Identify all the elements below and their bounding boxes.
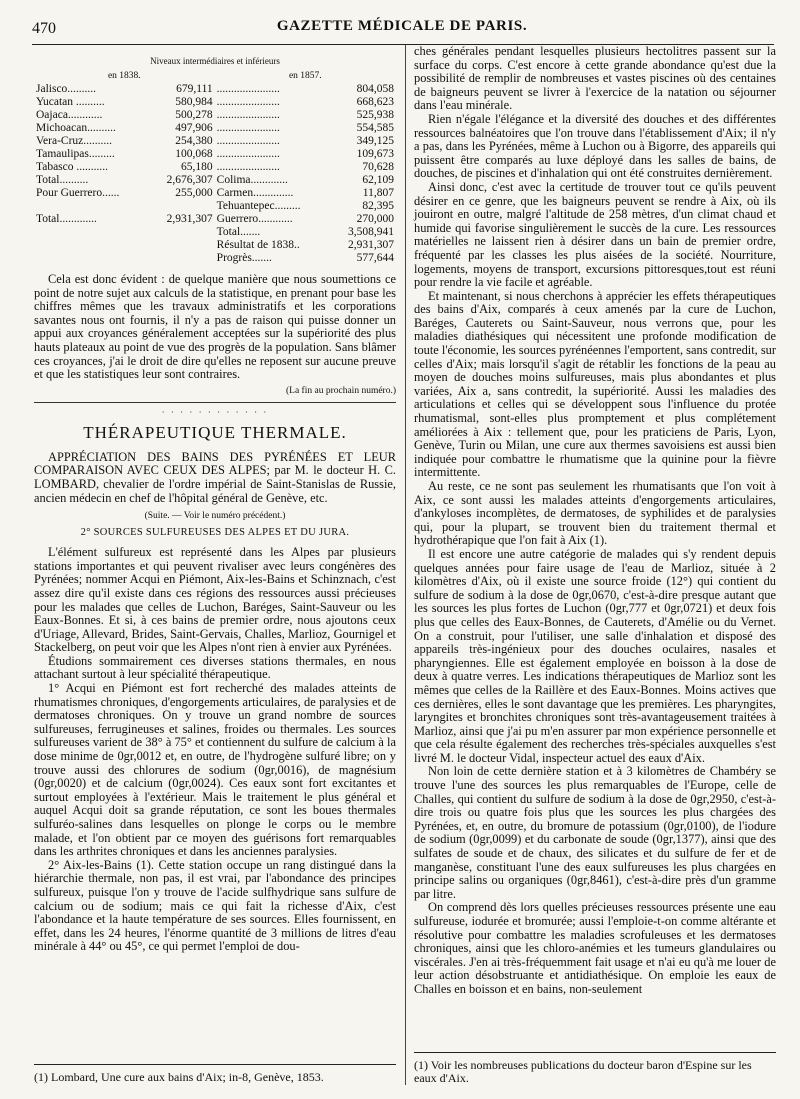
table-cell-label: Résultat de 1838..	[216, 239, 300, 251]
table-cell-label: Carmen..............	[216, 187, 294, 199]
table-row	[34, 200, 396, 213]
table-cell-value: 349,125	[356, 135, 394, 147]
col-head-1857: en 1857.	[288, 71, 322, 81]
table-cell-label: ......................	[216, 83, 280, 95]
table-cell-value: 65,180	[181, 161, 213, 173]
table-row	[34, 213, 396, 226]
section-rule	[34, 402, 396, 403]
right-column	[414, 45, 776, 997]
table-cell-value: 577,644	[356, 252, 394, 264]
table-cell-label: Jalisco..........	[36, 83, 97, 95]
table-cell-label: Tabasco ...........	[36, 161, 109, 173]
table-cell-value: 100,068	[175, 148, 213, 160]
table-cell-value: 270,000	[356, 213, 394, 225]
table-caption: Niveaux intermédiaires et inférieurs	[150, 56, 280, 66]
table-cell-label: Pour Guerrero......	[36, 187, 120, 199]
table-cell-label: Progrès.......	[216, 252, 272, 264]
table-cell-label: Total.......	[216, 226, 261, 238]
table-row	[34, 122, 396, 135]
table-row	[34, 109, 396, 122]
table-cell-label: ......................	[216, 109, 280, 121]
table-cell-label: Tehuantepec.........	[216, 200, 301, 212]
table-cell-value: 500,278	[175, 109, 213, 121]
table-row	[34, 239, 396, 252]
footnote-rule	[34, 1064, 396, 1065]
table-body	[34, 83, 396, 265]
ornament-divider: · · · · · · · · · · · ·	[161, 406, 269, 417]
paragraph-resources: On comprend dès lors quelles précieuses ressources présente une eau sulfureuse, iodurée et bromurée; aussi l'emploie-t-on comme altérante et résolutive pour combattre les maladies scrofuleuses et les dermatoses chroniques, ainsi que les chloro-anémies et les tumeurs glandulaires ou viscérales. J'en ai très-fréquemment fait usage et n'ai eu qu'à me louer de leur action désobstruante et antidiathésique. On emploie les eaux de Challes en boisson et en bains, non-seulement	[414, 900, 776, 996]
table-cell-value: 679,111	[176, 83, 213, 95]
table-cell-label: ......................	[216, 148, 280, 160]
section-title: THÉRAPEUTIQUE THERMALE.	[83, 422, 347, 442]
table-cell-label: Yucatan ..........	[36, 96, 105, 108]
table-cell-value: 11,807	[362, 187, 394, 199]
paragraph-certitude: Ainsi donc, c'est avec la certitude de trouver tout ce qu'ils peuvent désirer en ce genre, que les baigneurs peuvent se rendre à Aix, où ils jouiront en outre, malgré l'altitude de 258 mètres, d'un climat chaud et humide qui favorise singulièrement le succès de la cure. Les ressources matérielles ne laissent rien à désirer dans un bain de premier ordre, fréquenté par les classes les plus aisées de la société. Nourriture, logements, moyens de transport, excursions pittoresques,tout est réuni pour rendre la vie facile et agréable.	[414, 179, 776, 290]
col-head-1838: en 1838.	[107, 71, 141, 81]
running-title: GAZETTE MÉDICALE DE PARIS.	[276, 18, 528, 34]
table-row	[34, 252, 396, 265]
paragraph-rheumatics: Au reste, ce ne sont pas seulement les rhumatisants que l'on voit à Aix, ce sont aussi les malades atteints d'engorgements articulaires, d'ankyloses incomplètes, de dermatoses, de syphilides et de paralysies qui, pour la plupart, se trouvent bien du traitement thermal et hydrothérapique que l'on fait à Aix (1).	[414, 479, 776, 548]
left-column	[34, 56, 396, 954]
table-cell-value: 525,938	[356, 109, 394, 121]
table-cell-value: 70,628	[362, 161, 394, 173]
table-cell-value: 254,380	[175, 135, 213, 147]
paragraph-sulfur-alps: L'élément sulfureux est représenté dans les Alpes par plusieurs stations importantes et qui peuvent rivaliser avec leurs congénères des Pyrénées; nommer Acqui en Piémont, Aix-les-Bains et Schinznach, c'est assez dire qu'il existe dans ces régions des ressources aussi précieuses pour les malades que celles de Luchon, Baréges, Saint-Sauveur ou les Eaux-Bonnes. Et si, à ces bains de premier ordre, nous ajoutons ceux d'Uriage, Allevard, Brides, Saint-Gervais, Challes, Marlioz, Gournigel et Stackelberg, on peut voir que les Alpes n'ont rien à envier aux Pyrénées.	[34, 545, 396, 655]
table-cell-label: ......................	[216, 96, 280, 108]
table-cell-label: ......................	[216, 135, 280, 147]
table-cell-value: 109,673	[356, 148, 394, 160]
table-cell-value: 554,585	[356, 122, 394, 134]
paragraph-challes: Non loin de cette dernière station et à 3 kilomètres de Chambéry se trouve l'une des sources les plus remarquables de l'Europe, celle de Challes, qui contient du sulfure de sodium à la dose de 0gr,2950, c'est-à-dire trois ou quatre fois plus que les sources les plus chargées des Pyrénées, et, en outre, du bromure de potassium (0gr,0100), de l'iodure de sodium (0gr,0099) et du carbonate de soude (0gr,1377), ainsi que des sulfates de soude et de chaux, des silicates et du sulfure de fer et de manganèse, constituant l'une des eaux sulfureuses les plus chargées en principe salins ou organiques (0gr,8461), c'est-à-dire près d'un gramme par litre.	[414, 764, 776, 901]
left-footnote: (1) Lombard, Une cure aux bains d'Aix; in-8, Genève, 1853.	[34, 1070, 324, 1084]
table-cell-value: 497,906	[175, 122, 213, 134]
table-cell-label: Colima.............	[216, 174, 288, 186]
table-cell-label: Michoacan..........	[36, 122, 116, 134]
paragraph-stations: Étudions sommairement ces diverses stations thermales, en nous attachant surtout à leur spécialité thérapeutique.	[34, 653, 396, 682]
right-footnote-block	[414, 1044, 776, 1086]
table-cell-value	[149, 226, 215, 239]
table-cell-label: ......................	[216, 161, 280, 173]
table-cell-value	[149, 200, 215, 213]
table-cell-label: Vera-Cruz..........	[36, 135, 113, 147]
table-cell-label: Total.............	[36, 213, 97, 225]
population-table	[34, 70, 396, 265]
table-row	[34, 135, 396, 148]
suite-note: (Suite. — Voir le numéro précédent.)	[144, 511, 286, 522]
table-cell-value: 668,623	[356, 96, 394, 108]
table-cell-label: Oajaca............	[36, 109, 103, 121]
table-row	[34, 148, 396, 161]
paragraph-elegance: Rien n'égale l'élégance et la diversité des douches et des différentes ressources balnéatoires que l'on trouve dans l'établissement d'Aix; il n'y a pas, dans les Pyrénées, même à Luchon ou à Bigorre, des appareils qui puissent être comparés au luxe déployé dans les salles de bains, de douches, de piscines et d'inhalation qui ont été construites dernièrement.	[414, 111, 776, 181]
table-cell-value: 804,058	[356, 83, 394, 95]
continued-note: (La fin au prochain numéro.)	[286, 385, 396, 396]
table-row	[34, 161, 396, 174]
paragraph-conclusion: Cela est donc évident : de quelque manière que nous soumettions ce point de notre sujet aux calculs de la statistique, en prenant pour base les chiffres mêmes que les travaux administratifs et les corporations savantes nous ont fournis, il n'y a pas de raison qui puisse donner un appui aux croyances généralement acceptées sur la supériorité des plus hauts plateaux au point de vue des progrès de la population. Sans blâmer ces croyances, j'ai le droit de dire qu'elles ne reposent sur aucune preuve et que les statistiques leur sont contraires.	[34, 272, 396, 382]
table-cell-label: Guerrero............	[216, 213, 293, 225]
table-cell-value: 255,000	[175, 187, 213, 199]
table-cell-label	[34, 200, 149, 213]
table-cell-value: 3,508,941	[348, 226, 394, 238]
table-cell-label: Tamaulipas.........	[36, 148, 115, 160]
table-row	[34, 96, 396, 109]
table-row	[34, 226, 396, 239]
page-number: 470	[32, 20, 56, 37]
table-cell-value: 580,984	[175, 96, 213, 108]
table-cell-label: ......................	[216, 122, 280, 134]
column-separator	[405, 45, 406, 1085]
paragraph-aix: 2° Aix-les-Bains (1). Cette station occupe un rang distingué dans la hiérarchie thermale, non pas, il est vrai, par l'abondance des principes sulfureux, puisque l'on y trouve de l'acide sulfhydrique sans sulfure de calcium ou de sodium; mais ce qui fait la richesse d'Aix, c'est l'abondance et la haute température de ses sources. Elles fournissent, en effet, dans les 24 heures, l'énorme quantité de 3 millions de litres d'eau minérale à 44° ou 45°, ce qui permet l'emploi de dou-	[34, 857, 396, 954]
paragraph-marlioz: Il est encore une autre catégorie de malades qui s'y rendent depuis quelques années pour faire usage de l'eau de Marlioz, située à 2 kilomètres d'Aix, où il existe une source froide (12°) qui contient du sulfure de sodium à la dose de 0gr,0670, c'est-à-dire presque autant que les sources les plus fortes de Luchon (0gr,777 et 0gr,0721) et deux fois plus que celles des Eaux-Bonnes, de Cauterets, d'Amélie ou du Vernet. On a construit, pour l'utiliser, une salle d'inhalation et disposé des appareils très-ingénieux pour des douches oculaires, nasales et pharyngiennes. Elle est également employée en boisson à la dose de deux à quatre verres. Les indications thérapeutiques de Marlioz sont les mêmes que celles de la Raillère et des Eaux-Bonnes. Moins actives que ces dernières, elles le sont davantage que les premières. Les pharyngites, laryngites et bronchites chroniques sont très-avantageusement traitées à Marlioz, ainsi que j'ai pu m'en assurer par mon expérience personnelle et que cela résulte également des recherches très-spéciales auxquelles s'est livré M. le docteur Vidal, inspecteur actuel des eaux d'Aix.	[414, 546, 776, 765]
table-cell-label: Total..........	[36, 174, 89, 186]
table-cell-value	[149, 239, 215, 252]
table-cell-value: 2,931,307	[348, 239, 394, 251]
subsection-heading: 2° SOURCES SULFUREUSES DES ALPES ET DU JURA.	[80, 527, 350, 539]
table-cell-value: 62,109	[362, 174, 394, 186]
table-cell-value: 82,395	[362, 200, 394, 212]
table-cell-value	[149, 252, 215, 265]
table-cell-label	[34, 239, 149, 252]
table-row	[34, 174, 396, 187]
left-footnote-block	[34, 1056, 396, 1084]
table-row	[34, 83, 396, 96]
page-header	[32, 18, 772, 44]
paragraph-effects: Et maintenant, si nous cherchons à apprécier les effets thérapeutiques des bains d'Aix, comparés à ceux amenés par la cure de Luchon, Baréges, Cauterets ou Saint-Sauveur, nous verrons que, pour les maladies diathésiques qui nécessitent une profonde modification de toute l'économie, les sources pyrénéennes l'emportent, sans contredit, sur celles d'Aix; mais lorsqu'il s'agit de rétablir les fonctions de la peau au moyen de douches moins sulfureuses, mais plus abondantes et plus variées, Aix a, sans contredit, la supériorité. Aussi les maladies des articulations et celles qui se développent sous l'influence du protée rhumatismal, sont-elles plus promptement et plus complétement améliorées à Aix : tellement que, pour les praticiens de Paris, Lyon, Genève, Turin ou Milan, une cure aux thermes savoisiens est aussi bien indiquée pour combattre le rhumatisme que la quinine pour la fièvre intermittente.	[414, 288, 776, 480]
paragraph-acqui: 1° Acqui en Piémont est fort recherché des malades atteints de rhumatismes chroniques, d'engorgements articulaires, de paralysies et de dermatoses chroniques. On y trouve un grand nombre de sources sulfureuses, ferrugineuses et salines, froides ou thermales. Les sources sulfureuses varient de 38° à 75° et contiennent du sulfure de calcium à la dose minime de 0gr,0012 et, en outre, de l'hydrogène sulfuré libre; on y trouve aussi des chlorures de sodium (0gr,0016), de magnésium (0gr,0020) et de calcium (0gr,0024). Ces eaux sont fort excitantes et surtout employées à l'extérieur. Mais le traitement le plus général et auquel Acqui doit sa grande réputation, ce sont les boues thermales sulfuréo-salines dans lesquelles on plonge le corps ou le membre malade, et l'on obtient par ce moyen des guérisons fort remarquables dans les arthrites chroniques et dans les anciennes paralysies.	[34, 681, 396, 859]
article-heading: APPRÉCIATION DES BAINS DES PYRÉNÉES ET LEUR COMPARAISON AVEC CEUX DES ALPES; par M. le docteur H. C. LOMBARD, chevalier de l'ordre impérial de Saint-Stanislas de Russie, ancien médecin en chef de l'hôpital général de Genève, etc.	[34, 449, 396, 505]
table-row	[34, 187, 396, 200]
table-cell-value: 2,676,307	[166, 174, 213, 186]
table-cell-label	[34, 252, 149, 265]
table-cell-label	[34, 226, 149, 239]
footnote-rule-right	[414, 1052, 776, 1053]
paragraph-continuation: ches générales pendant lesquelles plusieurs hectolitres passent sur la surface du corps. C'est encore à cette grande abondance qu'est due la possibilité de remplir de nombreuses et vastes piscines où des centaines de baigneurs peuvent se livrer à l'exercice de la natation ou séjourner dans l'eau minérale.	[414, 44, 776, 113]
table-header-row	[34, 70, 396, 83]
right-footnote: (1) Voir les nombreuses publications du docteur baron d'Espine sur les eaux d'Aix.	[414, 1058, 752, 1086]
table-cell-value: 2,931,307	[166, 213, 213, 225]
